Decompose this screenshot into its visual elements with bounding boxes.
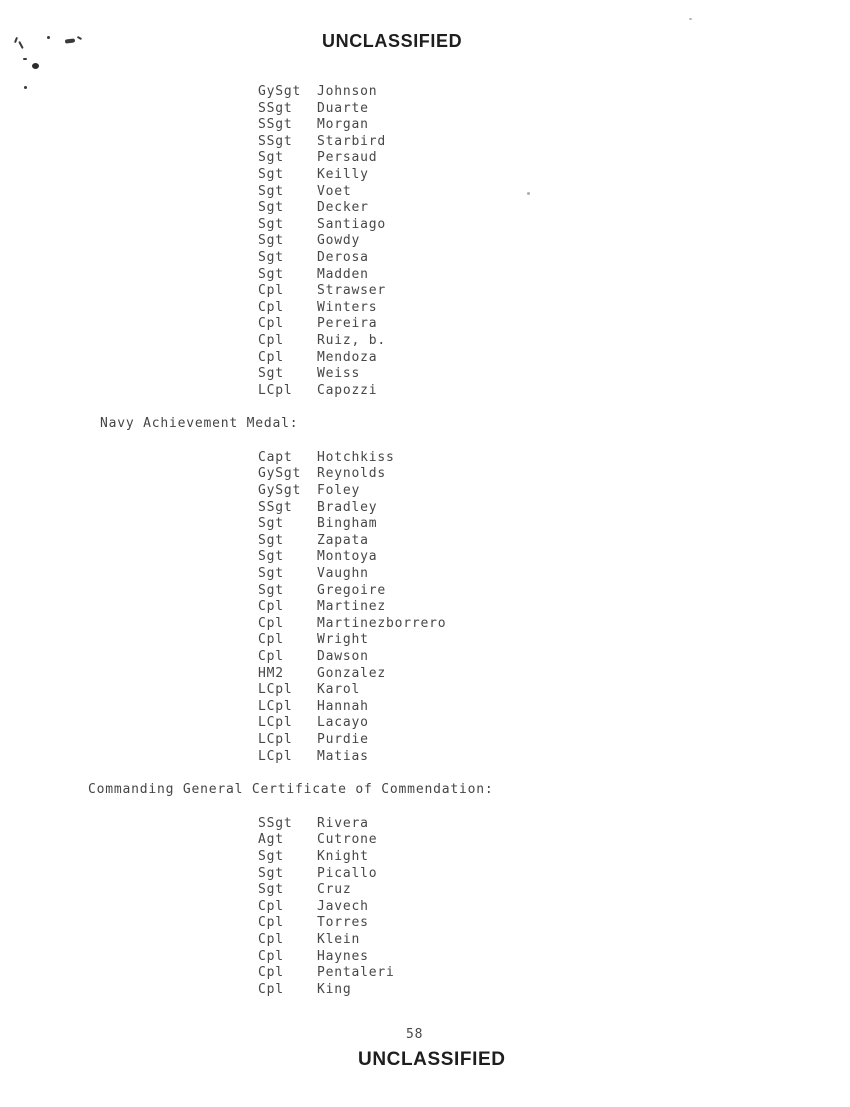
last-name: Purdie	[317, 731, 369, 747]
rank: SSgt	[258, 100, 293, 116]
last-name: Persaud	[317, 150, 378, 166]
classification-header: UNCLASSIFIED	[322, 31, 463, 51]
last-name: Bradley	[317, 499, 378, 515]
award-section	[0, 782, 850, 998]
roster-row	[0, 300, 850, 317]
roster-row	[0, 632, 850, 649]
roster-row	[0, 366, 850, 383]
rank: Agt	[258, 832, 284, 848]
last-name: Torres	[317, 915, 369, 931]
rank: Sgt	[258, 366, 284, 382]
roster-row	[0, 949, 850, 966]
rank: HM2	[258, 665, 284, 681]
roster-row	[0, 483, 850, 500]
last-name: Wright	[317, 632, 369, 648]
roster-row	[0, 549, 850, 566]
last-name: Matias	[317, 748, 369, 764]
roster-row	[0, 101, 850, 118]
rank: LCpl	[258, 682, 293, 698]
last-name: Hotchkiss	[317, 449, 395, 465]
rank: Cpl	[258, 931, 284, 947]
roster-row	[0, 849, 850, 866]
roster-row	[0, 450, 850, 467]
roster-list	[0, 450, 850, 765]
section-heading: Navy Achievement Medal:	[100, 416, 299, 432]
roster-row	[0, 184, 850, 201]
roster-row	[0, 616, 850, 633]
rank: SSgt	[258, 133, 293, 149]
last-name: Madden	[317, 266, 369, 282]
roster-row	[0, 233, 850, 250]
roster-row	[0, 117, 850, 134]
roster-row	[0, 500, 850, 517]
roster-row	[0, 383, 850, 400]
last-name: Gregoire	[317, 582, 387, 598]
roster-row	[0, 583, 850, 600]
rank: Capt	[258, 449, 293, 465]
rank: Cpl	[258, 915, 284, 931]
last-name: Ruiz, b.	[317, 332, 387, 348]
roster-row	[0, 316, 850, 333]
roster-row	[0, 350, 850, 367]
last-name: Reynolds	[317, 466, 387, 482]
roster-row	[0, 899, 850, 916]
award-section	[0, 416, 850, 765]
rank: Sgt	[258, 266, 284, 282]
roster-row	[0, 866, 850, 883]
pen-mark	[77, 36, 82, 40]
rank: LCpl	[258, 731, 293, 747]
last-name: Gonzalez	[317, 665, 387, 681]
roster-row	[0, 533, 850, 550]
last-name: Pentaleri	[317, 965, 395, 981]
last-name: Pereira	[317, 316, 378, 332]
last-name: Klein	[317, 931, 361, 947]
roster-row	[0, 167, 850, 184]
last-name: Karol	[317, 682, 361, 698]
roster-row	[0, 732, 850, 749]
roster-row	[0, 666, 850, 683]
page-number: 58	[406, 1027, 424, 1042]
roster-row	[0, 982, 850, 999]
roster-row	[0, 250, 850, 267]
last-name: Haynes	[317, 948, 369, 964]
last-name: Zapata	[317, 532, 369, 548]
last-name: Cruz	[317, 882, 352, 898]
last-name: Gowdy	[317, 233, 361, 249]
last-name: Foley	[317, 483, 361, 499]
roster-row	[0, 599, 850, 616]
last-name: Santiago	[317, 216, 387, 232]
rank: Sgt	[258, 582, 284, 598]
rank: Sgt	[258, 216, 284, 232]
rank: SSgt	[258, 117, 293, 133]
last-name: Montoya	[317, 549, 378, 565]
pen-mark	[32, 63, 39, 69]
rank: Sgt	[258, 150, 284, 166]
roster-row	[0, 466, 850, 483]
roster-content	[0, 84, 850, 998]
last-name: Javech	[317, 898, 369, 914]
rank: LCpl	[258, 715, 293, 731]
last-name: Johnson	[317, 84, 378, 99]
rank: SSgt	[258, 499, 293, 515]
rank: SSgt	[258, 815, 293, 831]
last-name: Picallo	[317, 865, 378, 881]
roster-row	[0, 682, 850, 699]
scan-speck	[689, 18, 692, 20]
pen-mark	[18, 41, 24, 49]
classification-footer: UNCLASSIFIED	[358, 1049, 506, 1070]
roster-row	[0, 333, 850, 350]
rank: LCpl	[258, 382, 293, 398]
roster-row	[0, 882, 850, 899]
rank: Sgt	[258, 233, 284, 249]
rank: GySgt	[258, 84, 302, 99]
rank: Sgt	[258, 166, 284, 182]
roster-row	[0, 150, 850, 167]
rank: Sgt	[258, 183, 284, 199]
award-section	[0, 84, 850, 399]
last-name: Morgan	[317, 117, 369, 133]
rank: Cpl	[258, 316, 284, 332]
last-name: Derosa	[317, 249, 369, 265]
last-name: Vaughn	[317, 566, 369, 582]
last-name: Dawson	[317, 649, 369, 664]
last-name: Bingham	[317, 516, 378, 532]
last-name: Hannah	[317, 698, 369, 714]
roster-row	[0, 516, 850, 533]
roster-row	[0, 749, 850, 766]
roster-row	[0, 816, 850, 833]
last-name: Winters	[317, 299, 378, 315]
last-name: Rivera	[317, 815, 369, 831]
roster-row	[0, 699, 850, 716]
rank: Sgt	[258, 882, 284, 898]
rank: Cpl	[258, 332, 284, 348]
rank: Cpl	[258, 299, 284, 315]
last-name: Keilly	[317, 166, 369, 182]
rank: GySgt	[258, 483, 302, 499]
section-heading: Commanding General Certificate of Commendation:	[88, 782, 494, 798]
last-name: Cutrone	[317, 832, 378, 848]
last-name: Mendoza	[317, 349, 378, 365]
rank: LCpl	[258, 748, 293, 764]
last-name: Martinez	[317, 599, 387, 615]
pen-mark	[47, 36, 50, 39]
roster-row	[0, 832, 850, 849]
roster-row	[0, 715, 850, 732]
rank: Cpl	[258, 981, 284, 997]
roster-row	[0, 932, 850, 949]
rank: Sgt	[258, 200, 284, 216]
rank: Sgt	[258, 249, 284, 265]
pen-mark	[23, 58, 27, 60]
pen-mark	[65, 38, 75, 43]
last-name: Duarte	[317, 100, 369, 116]
rank: Sgt	[258, 532, 284, 548]
roster-row	[0, 283, 850, 300]
last-name: Voet	[317, 183, 352, 199]
rank: Cpl	[258, 948, 284, 964]
roster-row	[0, 915, 850, 932]
roster-row	[0, 200, 850, 217]
rank: GySgt	[258, 466, 302, 482]
last-name: Knight	[317, 848, 369, 864]
last-name: Decker	[317, 200, 369, 216]
roster-row	[0, 217, 850, 234]
last-name: King	[317, 981, 352, 997]
last-name: Lacayo	[317, 715, 369, 731]
rank: Sgt	[258, 865, 284, 881]
rank: Cpl	[258, 649, 284, 664]
roster-list	[0, 816, 850, 999]
roster-row	[0, 566, 850, 583]
rank: LCpl	[258, 698, 293, 714]
roster-list	[0, 84, 850, 399]
rank: Sgt	[258, 516, 284, 532]
last-name: Weiss	[317, 366, 361, 382]
rank: Sgt	[258, 848, 284, 864]
rank: Cpl	[258, 965, 284, 981]
rank: Sgt	[258, 549, 284, 565]
rank: Cpl	[258, 898, 284, 914]
last-name: Starbird	[317, 133, 387, 149]
roster-row	[0, 134, 850, 151]
rank: Cpl	[258, 615, 284, 631]
last-name: Strawser	[317, 283, 387, 299]
roster-row	[0, 965, 850, 982]
rank: Cpl	[258, 349, 284, 365]
last-name: Martinezborrero	[317, 615, 447, 631]
roster-row	[0, 84, 850, 101]
rank: Sgt	[258, 566, 284, 582]
rank: Cpl	[258, 283, 284, 299]
rank: Cpl	[258, 599, 284, 615]
rank: Cpl	[258, 632, 284, 648]
roster-row	[0, 649, 850, 666]
roster-row	[0, 267, 850, 284]
last-name: Capozzi	[317, 382, 378, 398]
